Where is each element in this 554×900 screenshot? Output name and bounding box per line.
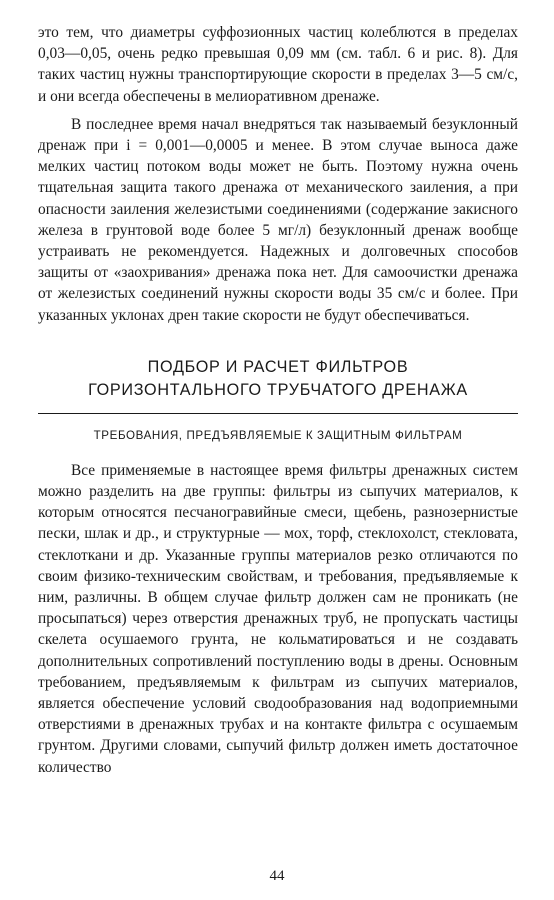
section-divider [38, 413, 518, 414]
section-title-line-1: ПОДБОР И РАСЧЕТ ФИЛЬТРОВ [147, 357, 409, 376]
section-title [38, 356, 518, 402]
paragraph-filter-groups: Все применяемые в настоящее время фильтры дренажных систем можно разделить на две группы: фильтры из сыпучих материалов, к которым относятся песчаногравийные смеси, щебень, разнозернистые пески, шлак и др., и структурные — мох, торф, стеклохолст, стекловата, стеклоткани и др. Указанные группы материалов резко отличаются по своим физико-техническим свойствам, и требования, предъявляемые к ним, различны. В общем случае фильтр должен сам не проникать (не просыпаться) через отверстия дренажных труб, не пропускать частицы скелета осушаемого грунта, не кольматироваться и не создавать дополнительных сопротивлений поступлению воды в дрены. Основным требованием, предъявляемым к фильтрам из сыпучих материалов, является обеспечение условий сводообразования над водоприемными отверстиями в дренажных трубах и на контакте фильтра с осушаемым грунтом. Другими словами, сыпучий фильтр должен иметь достаточное количество [38, 461, 518, 776]
page-number: 44 [269, 868, 285, 884]
section-title-line-2: ГОРИЗОНТАЛЬНОГО ТРУБЧАТОГО ДРЕНАЖА [88, 380, 468, 399]
paragraph-continuation: это тем, что диаметры суффозионных частиц колеблются в пределах 0,03—0,05, очень редко превышая 0,09 мм (см. табл. 6 и рис. 8). Для таких частиц нужны транспортирующие скорости в пределах 3—5 см/с, и они всегда обеспечены в мелиоративном дренаже. [38, 24, 518, 105]
paragraph-drainage-slope: В последнее время начал внедряться так называемый безуклонный дренаж при i = 0,001—0,0005 и менее. В этом случае выноса даже мелких частиц потоком воды может не быть. Поэтому нужна очень тщательная защита такого дренажа от механического заиления, а при опасности заиления железистыми соединениями (содержание закисного железа в грунтовой воде более 5 мг/л) безуклонный дренаж вообще устраивать не рекомендуется. Надежных и долговечных способов защиты от «заохривания» дренажа пока нет. Для самоочистки дренажа от железистых соединений нужны скорости воды 35 см/с и более. При указанных уклонах дрен такие скорости не будут обеспечиваться. [38, 115, 518, 324]
subsection-title: ТРЕБОВАНИЯ, ПРЕДЪЯВЛЯЕМЫЕ К ЗАЩИТНЫМ ФИЛЬТРАМ [93, 428, 463, 442]
